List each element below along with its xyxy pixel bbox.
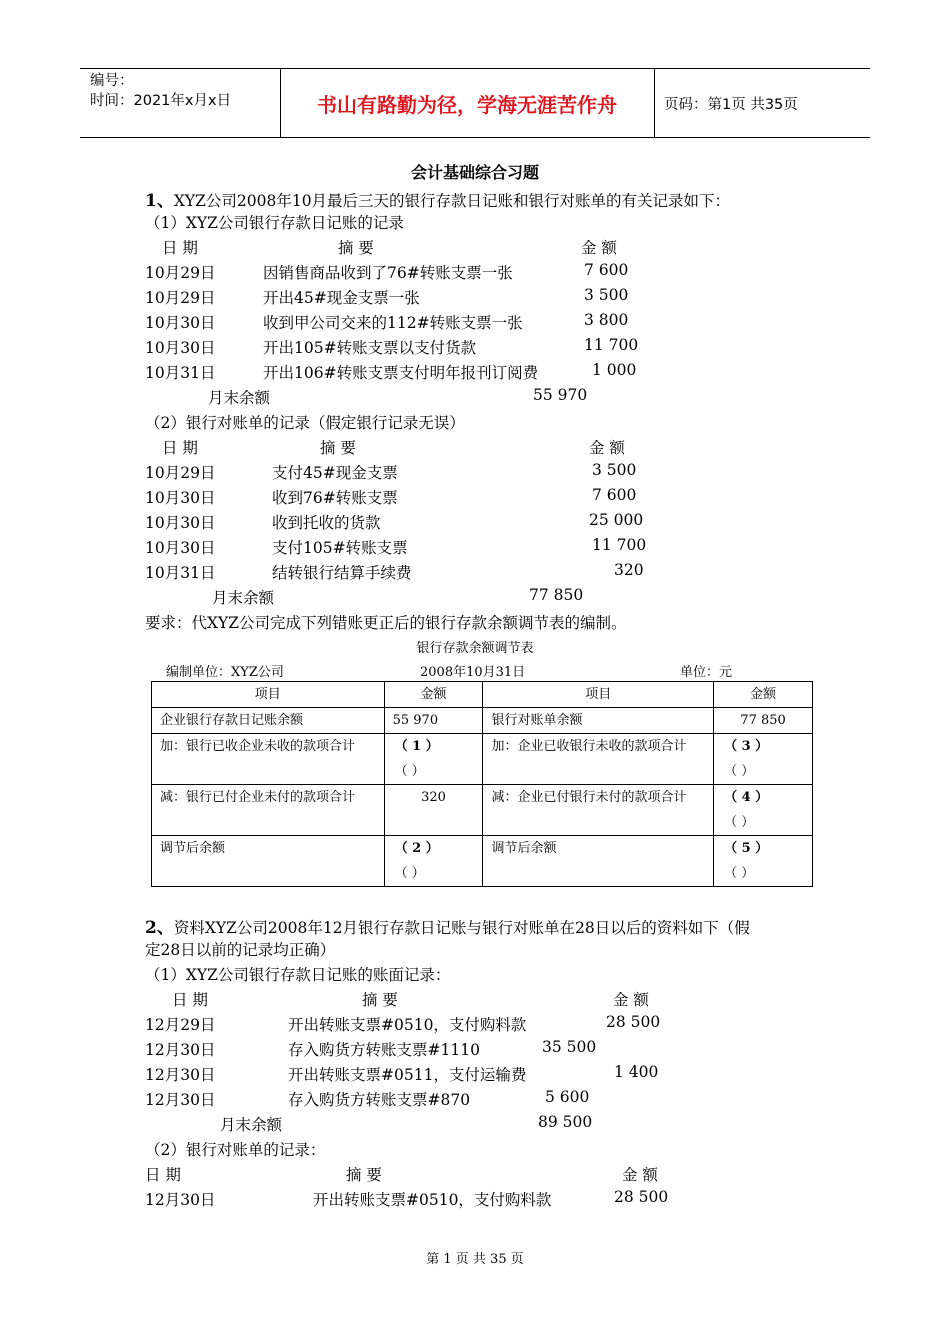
table-cell: 55 970 xyxy=(384,708,483,734)
statement-amount: 28 500 xyxy=(614,1188,669,1206)
table-header-cell: 项目 xyxy=(152,682,385,708)
answer-cell xyxy=(384,734,483,785)
q2-part2-title: （2）银行对账单的记录： xyxy=(145,1141,326,1159)
balance-amount: 55 970 xyxy=(533,386,588,404)
balance-amount: 89 500 xyxy=(538,1113,593,1131)
col-header-date: 日 期 xyxy=(145,1166,181,1184)
q2-part1-title: （1）XYZ公司银行存款日记账的账面记录： xyxy=(145,966,451,984)
answer-blank-sub: （ ） xyxy=(724,764,755,779)
ledger-date: 12月29日 xyxy=(145,1016,216,1034)
col-header-desc: 摘 要 xyxy=(320,439,356,457)
answer-blank-sub: （ ） xyxy=(394,866,425,881)
table-cell: 企业银行存款日记账余额 xyxy=(152,708,385,734)
q1-requirement: 要求：代XYZ公司完成下列错账更正后的银行存款余额调节表的编制。 xyxy=(145,614,627,632)
col-header-date: 日 期 xyxy=(162,439,198,457)
header-divider xyxy=(654,69,655,137)
page-title: 会计基础综合习题 xyxy=(410,163,539,182)
ledger-date: 10月29日 xyxy=(145,264,216,282)
ledger-desc: 开出转账支票#0510，支付购料款 xyxy=(288,1016,527,1034)
statement-desc: 开出转账支票#0510，支付购料款 xyxy=(313,1191,552,1209)
table-row xyxy=(152,734,813,785)
table-row xyxy=(152,708,813,734)
col-header-desc: 摘 要 xyxy=(338,239,374,257)
statement-amount: 3 500 xyxy=(592,461,637,479)
ledger-date: 10月29日 xyxy=(145,289,216,307)
balance-label: 月末余额 xyxy=(220,1116,283,1134)
statement-desc: 结转银行结算手续费 xyxy=(272,564,412,582)
statement-date: 10月30日 xyxy=(145,489,216,507)
ledger-date: 10月30日 xyxy=(145,314,216,332)
statement-desc: 收到托收的货款 xyxy=(272,514,381,532)
page-footer: 第 1 页 共 35 页 xyxy=(426,1252,524,1267)
table-cell: 减：银行已付企业未付的款项合计 xyxy=(152,785,385,836)
ledger-desc: 因销售商品收到了76#转账支票一张 xyxy=(263,264,513,282)
statement-amount: 25 000 xyxy=(589,511,644,529)
q1-intro-text: XYZ公司2008年10月最后三天的银行存款日记账和银行对账单的有关记录如下： xyxy=(173,192,731,210)
answer-blank-4: （ 4 ） xyxy=(724,790,769,805)
ledger-desc: 存入购货方转账支票#870 xyxy=(288,1091,471,1109)
ledger-amount: 1 000 xyxy=(592,361,637,379)
table-cell: 320 xyxy=(384,785,483,836)
answer-cell xyxy=(714,734,813,785)
col-header-date: 日 期 xyxy=(162,239,198,257)
ledger-desc: 收到甲公司交来的112#转账支票一张 xyxy=(263,314,523,332)
statement-amount: 320 xyxy=(614,561,644,579)
answer-cell xyxy=(384,836,483,887)
statement-date: 12月30日 xyxy=(145,1191,216,1209)
q1-number: 1、 xyxy=(145,191,174,211)
table-cell: 调节后余额 xyxy=(152,836,385,887)
ledger-desc: 开出45#现金支票一张 xyxy=(263,289,420,307)
col-header-amount: 金 额 xyxy=(622,1166,658,1184)
ledger-amount: 1 400 xyxy=(614,1063,659,1081)
reconciliation-table xyxy=(151,681,813,887)
ledger-date: 12月30日 xyxy=(145,1091,216,1109)
table-row xyxy=(152,836,813,887)
ledger-desc: 开出转账支票#0511，支付运输费 xyxy=(288,1066,527,1084)
col-header-desc: 摘 要 xyxy=(346,1166,382,1184)
statement-date: 10月30日 xyxy=(145,514,216,532)
page-label: 页码：第1页 共35页 xyxy=(664,96,798,113)
statement-date: 10月31日 xyxy=(145,564,216,582)
table-header-cell: 金额 xyxy=(384,682,483,708)
answer-blank-5: （ 5 ） xyxy=(724,841,769,856)
statement-date: 10月30日 xyxy=(145,539,216,557)
table-cell: 调节后余额 xyxy=(483,836,714,887)
table-cell: 银行对账单余额 xyxy=(483,708,714,734)
reconciliation-date: 2008年10月31日 xyxy=(420,665,526,680)
q2-number: 2、 xyxy=(145,918,174,938)
answer-blank-2: （ 2 ） xyxy=(394,841,439,856)
ledger-amount: 11 700 xyxy=(584,336,639,354)
q2-intro-line2: 定28日以前的记录均正确） xyxy=(145,941,336,959)
table-row xyxy=(152,785,813,836)
col-header-date: 日 期 xyxy=(172,991,208,1009)
ledger-amount: 28 500 xyxy=(606,1013,661,1031)
table-header-row xyxy=(152,682,813,708)
ledger-desc: 开出106#转账支票支付明年报刊订阅费 xyxy=(263,364,539,382)
ledger-amount: 3 500 xyxy=(584,286,629,304)
ledger-amount: 5 600 xyxy=(545,1088,590,1106)
header-motto: 书山有路勤为径，学海无涯苦作舟 xyxy=(317,92,617,117)
statement-desc: 支付45#现金支票 xyxy=(272,464,398,482)
ledger-date: 10月31日 xyxy=(145,364,216,382)
reconciliation-org: 编制单位：XYZ公司 xyxy=(166,665,284,680)
col-header-amount: 金 额 xyxy=(589,439,625,457)
q1-part1-title: （1）XYZ公司银行存款日记账的记录 xyxy=(145,214,404,232)
q1-intro xyxy=(145,186,730,211)
ledger-amount: 7 600 xyxy=(584,261,629,279)
balance-label: 月末余额 xyxy=(212,589,275,607)
table-cell: 加：银行已收企业未收的款项合计 xyxy=(152,734,385,785)
statement-desc: 收到76#转账支票 xyxy=(272,489,398,507)
statement-amount: 11 700 xyxy=(592,536,647,554)
ledger-desc: 开出105#转账支票以支付货款 xyxy=(263,339,477,357)
table-cell: 77 850 xyxy=(714,708,813,734)
table-cell: 加：企业已收银行未收的款项合计 xyxy=(483,734,714,785)
ledger-date: 10月30日 xyxy=(145,339,216,357)
col-header-desc: 摘 要 xyxy=(362,991,398,1009)
answer-cell xyxy=(714,836,813,887)
q2-intro-line1: 资料XYZ公司2008年12月银行存款日记账与银行对账单在28日以后的资料如下（假 xyxy=(173,919,750,937)
q1-part2-title: （2）银行对账单的记录（假定银行记录无误） xyxy=(145,414,465,432)
ledger-date: 12月30日 xyxy=(145,1041,216,1059)
answer-cell xyxy=(714,785,813,836)
table-header-cell: 项目 xyxy=(483,682,714,708)
answer-blank-3: （ 3 ） xyxy=(724,739,769,754)
answer-blank-sub: （ ） xyxy=(724,866,755,881)
answer-blank-sub: （ ） xyxy=(394,764,425,779)
ledger-date: 12月30日 xyxy=(145,1066,216,1084)
reconciliation-unit: 单位：元 xyxy=(680,665,733,680)
answer-blank-1: （ 1 ） xyxy=(394,739,439,754)
page-header xyxy=(80,68,870,138)
statement-desc: 支付105#转账支票 xyxy=(272,539,408,557)
time-label: 时间：2021年x月x日 xyxy=(90,93,232,109)
ledger-amount: 35 500 xyxy=(542,1038,597,1056)
table-header-cell: 金额 xyxy=(714,682,813,708)
balance-label: 月末余额 xyxy=(208,389,271,407)
reconciliation-title: 银行存款余额调节表 xyxy=(416,641,534,656)
answer-blank-sub: （ ） xyxy=(724,815,755,830)
col-header-amount: 金 额 xyxy=(581,239,617,257)
q2-intro xyxy=(145,913,750,938)
header-meta xyxy=(80,69,280,137)
col-header-amount: 金 额 xyxy=(613,991,649,1009)
ledger-desc: 存入购货方转账支票#1110 xyxy=(288,1041,480,1059)
ledger-amount: 3 800 xyxy=(584,311,629,329)
statement-amount: 7 600 xyxy=(592,486,637,504)
number-label: 编号： xyxy=(90,73,134,89)
table-cell: 减：企业已付银行未付的款项合计 xyxy=(483,785,714,836)
balance-amount: 77 850 xyxy=(529,586,584,604)
statement-date: 10月29日 xyxy=(145,464,216,482)
